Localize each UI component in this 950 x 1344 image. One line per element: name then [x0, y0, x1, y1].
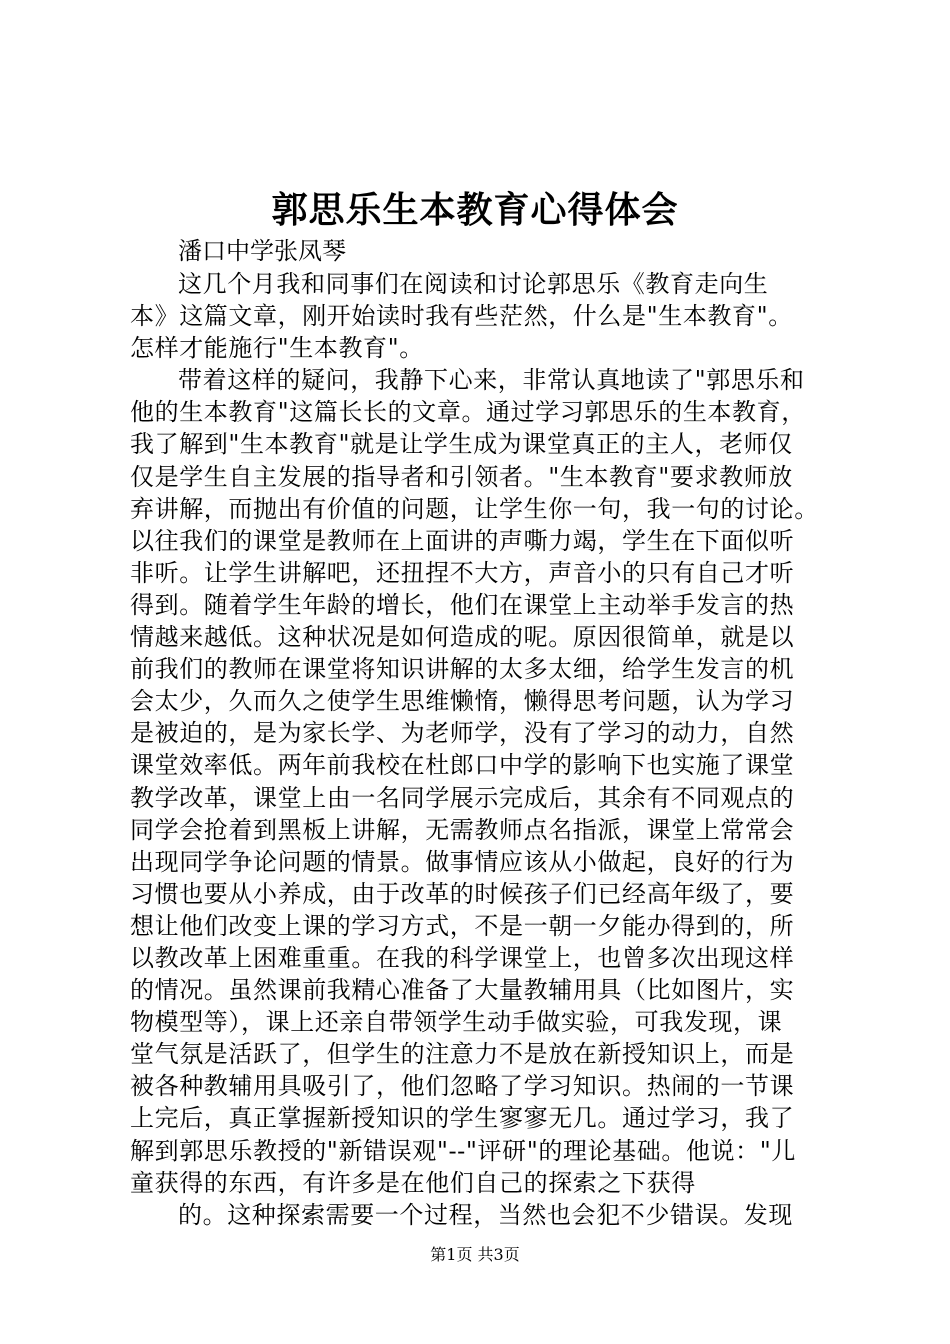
text-line: 仅是学生自主发展的指导者和引领者。"生本教育"要求教师放	[130, 462, 793, 491]
text-line: 弃讲解，而抛出有价值的问题，让学生你一句，我一句的讨论。	[130, 494, 819, 523]
text-line: 得到。随着学生年龄的增长，他们在课堂上主动举手发言的热	[130, 590, 795, 619]
text-line: 会太少，久而久之使学生思维懒惰，懒得思考问题，认为学习	[130, 687, 795, 716]
text-line: 的情况。虽然课前我精心准备了大量教辅用具（比如图片，实	[130, 976, 795, 1005]
text-line: 同学会抢着到黑板上讲解，无需教师点名指派，课堂上常常会	[130, 815, 795, 844]
text-line: 想让他们改变上课的学习方式，不是一朝一夕能办得到的，所	[130, 911, 795, 940]
text-line: 他的生本教育"这篇长长的文章。通过学习郭思乐的生本教育，	[130, 398, 806, 427]
author-line: 潘口中学张凤琴	[178, 237, 346, 265]
text-line: 以往我们的课堂是教师在上面讲的声嘶力竭，学生在下面似听	[130, 526, 795, 555]
text-line: 童获得的东西，有许多是在他们自己的探索之下获得	[130, 1168, 696, 1197]
body-text	[130, 268, 850, 1231]
document-title: 郭思乐生本教育心得体会	[271, 189, 679, 231]
text-line: 解到郭思乐教授的"新错误观"--"评研"的理论基础。他说："儿	[130, 1136, 797, 1165]
text-line: 被各种教辅用具吸引了，他们忽略了学习知识。热闹的一节课	[130, 1072, 795, 1101]
text-line: 情越来越低。这种状况是如何造成的呢。原因很简单，就是以	[130, 623, 795, 652]
text-line: 教学改革，课堂上由一名同学展示完成后，其余有不同观点的	[130, 783, 795, 812]
text-line: 上完后，真正掌握新授知识的学生寥寥无几。通过学习，我了	[130, 1104, 795, 1133]
text-line: 物模型等），课上还亲自带领学生动手做实验，可我发现，课	[130, 1008, 783, 1037]
text-line: 课堂效率低。两年前我校在杜郎口中学的影响下也实施了课堂	[130, 751, 795, 780]
text-line: 习惯也要从小养成，由于改革的时候孩子们已经高年级了，要	[130, 879, 795, 908]
text-line: 本》这篇文章，刚开始读时我有些茫然，什么是"生本教育"。	[130, 302, 793, 331]
text-line: 我了解到"生本教育"就是让学生成为课堂真正的主人，老师仅	[130, 430, 793, 459]
text-line: 这几个月我和同事们在阅读和讨论郭思乐《教育走向生	[178, 270, 769, 298]
text-line: 非听。让学生讲解吧，还扭捏不大方，声音小的只有自己才听	[130, 558, 795, 587]
text-line: 的。这种探索需要一个过程，当然也会犯不少错误。发现	[178, 1200, 793, 1229]
page-footer: 第1页 共3页	[430, 1245, 520, 1264]
text-line: 带着这样的疑问，我静下心来，非常认真地读了"郭思乐和	[178, 366, 805, 395]
text-line: 出现同学争论问题的情景。做事情应该从小做起，良好的行为	[130, 847, 795, 876]
text-line: 前我们的教师在课堂将知识讲解的太多太细，给学生发言的机	[130, 655, 795, 684]
text-line: 堂气氛是活跃了，但学生的注意力不是放在新授知识上，而是	[130, 1040, 795, 1069]
text-line: 是被迫的，是为家长学、为老师学，没有了学习的动力，自然	[130, 719, 795, 748]
text-line: 以教改革上困难重重。在我的科学课堂上，也曾多次出现这样	[130, 943, 795, 972]
text-line: 怎样才能施行"生本教育"。	[130, 334, 424, 363]
